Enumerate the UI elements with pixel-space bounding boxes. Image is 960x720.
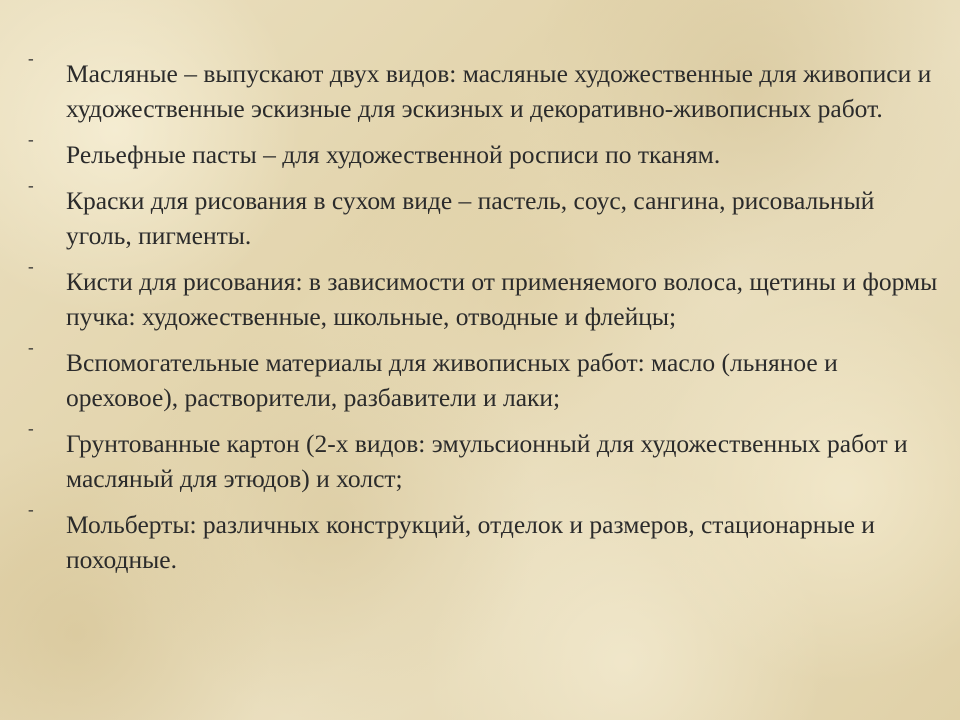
dash-bullet-icon: - — [28, 257, 34, 276]
list-item — [28, 49, 938, 126]
list-item — [28, 338, 938, 415]
list-item-text: Грунтованные картон (2-х видов: эмульсионный для художественных работ и масляный для этюдов) и холст; — [66, 429, 908, 493]
list-item-text: Мольберты: различных конструкций, отделок и размеров, стационарные и походные. — [66, 510, 875, 574]
list-item-text: Краски для рисования в сухом виде – пастель, соус, сангина, рисовальный уголь, пигменты. — [66, 186, 875, 250]
list-item-text: Вспомогательные материалы для живописных работ: масло (льняное и ореховое), растворители, разбавители и лаки; — [66, 348, 838, 412]
list-item — [28, 500, 938, 577]
list-item-text: Кисти для рисования: в зависимости от применяемого волоса, щетины и формы пучка: художественные, школьные, отводные и флейцы; — [66, 267, 938, 331]
dash-bullet-icon: - — [28, 176, 34, 195]
list-item-text: Масляные – выпускают двух видов: масляные художественные для живописи и художественные эскизные для эскизных и декоративно-живописных работ. — [66, 59, 932, 123]
list-item-text: Рельефные пасты – для художественной росписи по тканям. — [66, 140, 721, 169]
list-item — [28, 130, 938, 172]
list-item — [28, 176, 938, 253]
dash-bullet-icon: - — [28, 49, 34, 68]
dash-bullet-icon: - — [28, 130, 34, 149]
list-item — [28, 419, 938, 496]
dash-bullet-icon: - — [28, 500, 34, 519]
list-item — [28, 257, 938, 334]
bullet-list — [28, 49, 938, 588]
dash-bullet-icon: - — [28, 338, 34, 357]
dash-bullet-icon: - — [28, 419, 34, 438]
